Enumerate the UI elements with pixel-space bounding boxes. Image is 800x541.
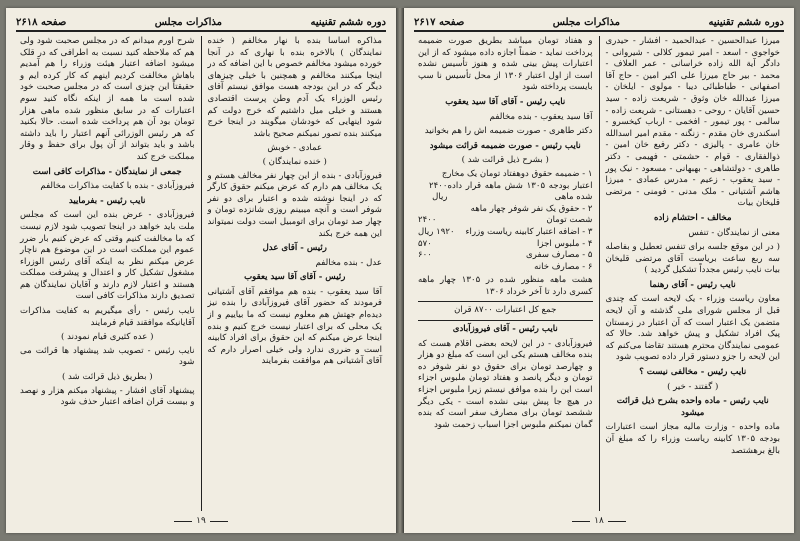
- session-label: دوره ششم تقنینیه: [708, 16, 784, 28]
- paragraph: فیروزآبادی - در این لایحه بعضی اقلام هست که بنده مخالف هستم یکی این است که مبلغ دو هزار و چهارصد تومان برای حقوق دو نفر شوفر ده تومان و دیگر پانصد و هفتاد تومان ملبوس اجزاء است این را بنده موافق نیستم زیرا ملبوس اجزاء در هیچ جا پیش بینی نشده است - یکی دیگر ششصد تومان برای مصارف سفر است که بنده گمان نمیکنم ملبوس اجزا اسباب زحمت شود: [418, 338, 593, 430]
- column-divider: [201, 36, 202, 511]
- speaker-line: رئیس - آقای عدل: [262, 243, 327, 254]
- speaker-line: نایب رئیس - آقای رهنما: [649, 279, 736, 290]
- footer-page-number: ۱۹: [196, 516, 206, 526]
- page-footer: [16, 515, 386, 527]
- page-left: [6, 8, 396, 533]
- budget-list: [418, 169, 593, 273]
- paragraph: پیشنهاد آقای افشار - پیشنهاد میکنم هزار و نهصد و بیست قران اضافه اعتبار حذف شود: [20, 385, 195, 408]
- page-header: [414, 14, 784, 32]
- page-columns: [414, 36, 784, 511]
- paragraph: ( خنده نمایندگان ): [262, 156, 327, 167]
- list-item: اعتبار بودجه ۱۳۰۵ شش ماهه قرار داده شده ماهی ۲۴۰۰ ریال: [429, 180, 593, 203]
- paragraph: معاون ریاست وزراء - یک لایحه است که چندی قبل از مجلس شورای ملی گذشته و آن لایحه متضمن یک اعتبار است که آن اعتبار در زمستان پیک افراد تشکیل و پیش خواهد شد. حالا که عمومی نمایندگان محترم هستند تقاضا می‌کنم که این لایحه را جزو دستور قرار داده تصویب شود: [605, 294, 780, 363]
- speaker-line: نایب رئیس - آقای آقا سید یعقوب: [445, 96, 566, 107]
- page-number-label: صفحه ۲۶۱۸: [16, 16, 67, 28]
- list-item: ۲ - حقوق یک نفر شوفر چهار ماهه: [470, 203, 593, 214]
- paragraph: میرزا عبدالحسین - عبدالحمید - افشار - حیدری خواجوی - اسعد - امیر تیمور کلالی - شیروانی - دادگر آیة الله زاده خراسانی - عمر العلاف - محمد - بیر حاج میرزا علی اکبر امین - حاج آقا اصفهانی - طباطبائی دیبا - مولوی - ایلخان - میرزا عبدالله خان وثوق - شریعت زاده - سید حسین آقایان - روحی - دهستانی - شریعت زاده - سالمی - پور تیمور - افخمی - ارباب کیخسرو - اسکندری خان مقدم - زنگنه - مقدم امیر اسدالله خان عامری - پالیزی - دکتر رفیع خان امین - ذوالفقاری - قوام - حشمتی - فهیمی - دکتر طاهری - دولتشاهی - بهبهانی - مسعود - نیک پور - سید یعقوب - زعیم - مدرس عمادی - میرزا هاشم آشتیانی - ملک مدنی - فومنی - مرتضی قلیخان بیات: [605, 36, 780, 209]
- paragraph: دکتر طاهری - صورت ضمیمه اش را هم بخوانید: [424, 126, 593, 137]
- speaker-line: نایب رئیس - ماده واحده بشرح ذیل قرائت میشود: [616, 396, 769, 418]
- divider: [418, 301, 593, 302]
- speaker-line: نایب رئیس - بفرمایید: [68, 195, 146, 206]
- page-title: مذاکرات مجلس: [552, 16, 621, 28]
- paragraph: فیروزآبادی - بنده با کفایت مذاکرات مخالفم: [40, 181, 195, 192]
- book-gutter: [396, 8, 404, 533]
- page-columns: [16, 36, 386, 511]
- paragraph: ( بشرح ذیل قرائت شد ): [461, 155, 549, 166]
- paragraph: ( عده کثیری قیام نمودند ): [61, 332, 154, 343]
- paragraph: ( بطریق ذیل قرائت شد ): [61, 372, 153, 383]
- paragraph: نایب رئیس - تصویب شد پیشنهاد ها قرائت می شود: [20, 345, 195, 368]
- page-footer: [414, 515, 784, 527]
- speaker-line: نایب رئیس - صورت ضمیمه قرائت میشود: [429, 140, 581, 151]
- paragraph: معنی از نمایندگان - تنفس: [688, 227, 780, 238]
- page-title: مذاکرات مجلس: [154, 16, 223, 28]
- footer-page-number: ۱۸: [594, 516, 604, 526]
- column-left: [16, 36, 199, 511]
- paragraph: ( گفتند - خیر ): [667, 381, 719, 392]
- paragraph: و هفتاد تومان میباشد بطریق صورت ضمیمه پرداخت نماید - ضمناً اجازه داده میشود که از این اعتبارات پیش بینی شده و هنوز تأسیس نشده است از اول اعتبار ۱۳۰۶ از محل تأسیس نا سپ بایست پرداخته شود: [418, 36, 593, 93]
- speaker-line: نایب رئیس - آقای فیروزآبادی: [452, 324, 558, 335]
- paragraph: آقا سید یعقوب - بنده هم موافقم آقای آشتیانی فرمودند که حضور آقای فیروزآبادی را بنده نیز دیده‌ام جهتش هم معلوم نیست که ما بیاییم و از یک محلی که برای اعتبار نیست خرج کنیم و بنده اینجا عرض میکنم که این حقوق برای افراد کابینه است و ضرری ندارد ولی خیلی اصرار دارم که آقای آشتیانی هم موافقت بفرمایند: [207, 286, 382, 367]
- list-item: ۵ - مصارف سفری ۶۰۰: [418, 250, 593, 261]
- total-line: جمع کل اعتبارات ۸۷۰۰ قران: [454, 305, 557, 316]
- speaker-line: جمعی از نمایندگان - مذاکرات کافی است: [32, 166, 182, 177]
- speaker-line: مخالف - احتشام زاده: [653, 212, 732, 223]
- column-left: [414, 36, 597, 511]
- paragraph: عمادی - خوبش: [267, 143, 323, 154]
- column-right: [602, 36, 785, 511]
- list-item: ۱ - ضمیمه حقوق دوهفتاد تومان یک مخارج: [441, 168, 593, 179]
- column-right: [204, 36, 387, 511]
- paragraph: شرح آورم میدانم که در مجلس صحبت شود ولی هم که ملاحظه کنید نسبت به اطرافی که در قلک میشود اضافه اعتبار هیئت وزراء را هم آمدیم باهاش مخالفت کردیم اینهم که کار کرده ایم و حقیقتاً این چیزی است که در مجلس صحبت خود شده است ما همه از اینکه نگاه کنید سوم اعتبارات که در سابق منظور شده ماهی هزار تومان بود آن هم پرداخت شده است. حالا بکنید که هر رئیس الوزرائی آنهم اعتبار را باید داشته باشد و باید بتواند از آن پول برای حفظ و وقار مملکت خرج کند: [20, 36, 195, 162]
- paragraph: ( در این موقع جلسه برای تنفس تعطیل و بفاصله سه ربع ساعت بریاست آقای مرتضی قلیخان بیات نایب رئیس مجدداً تشکیل گردید ): [605, 242, 780, 276]
- paragraph: آقا سید یعقوب - بنده مخالفم: [489, 111, 593, 122]
- footer-rule: [572, 521, 590, 522]
- list-item: شصت تومان ۲۴۰۰: [418, 215, 593, 226]
- paragraph: ماده واحده - وزارت مالیه مجاز است اعتبارات بودجه ۱۳۰۵ کابینه ریاست وزراء را که مبلغ آن بالغ برهشتصد: [605, 422, 780, 456]
- paragraph: نایب رئیس - رأی میگیریم به کفایت مذاکرات آقایانیکه موافقند قیام فرمایند: [20, 306, 195, 328]
- list-item: ۴ - ملبوس اجزا ۵۷۰: [418, 238, 593, 249]
- paragraph: عدل - بنده مخالفم: [315, 257, 382, 268]
- paragraph: فیروزآبادی - بنده از این چهار نفر مخالف هستم و یک مخالف هم دارم که عرض میکنم حقوق کارگر که در اینجا نوشته شده و اعتبار برای دو نفر شوفر است و آنچه میبینم روزی شانزده تومان و چهار صد تومان برای اتومبیل است دولت نمیتواند این همه خرج بکند: [207, 170, 382, 239]
- paragraph: هشت ماهه منظور شده در ۱۳۰۵ چهار ماهه کسری دارد تا آخر خرداد ۱۳۰۶: [418, 275, 593, 297]
- speaker-line: نایب رئیس - مخالفی نیست ؟: [639, 367, 747, 378]
- session-label: دوره ششم تقنینیه: [310, 16, 386, 28]
- paragraph: مذاکره اساساً بنده با نهار مخالفم ( خنده نمایندگان ) بالاخره بنده با نهاری که در آنجا خورده میشود مخالفم خصوص با این اضافه که در اینجا میکنند مخالفم و همچنین با خیلی چیزهای دیگر که در این بودجه هست موافق نیستم آقای رئیس الوزراء یک آدم وطن پرست اقتصادی هستند و خیلی میل داشتیم که خرج دولت کم شود اینهایی که خودشان میگویند در اینجا خرج میکنند بنده تصور نمیکنم صحیح باشد: [207, 36, 382, 139]
- list-item: ۶ - مصارف خانه: [534, 261, 593, 272]
- page-header: [16, 14, 386, 32]
- divider: [418, 320, 593, 321]
- speaker-line: رئیس - آقای آقا سید یعقوب: [244, 272, 346, 283]
- column-divider: [599, 36, 600, 511]
- list-item: ۳ - اضافه اعتبار کابینه ریاست وزراء ۱۹۲۰ ریال: [418, 226, 593, 237]
- paragraph: فیروزآبادی - عرض بنده این است که مجلس ملت باید خواهد در اینجا تصویب شود لازم نیست که ما مخالفت کنیم وقتی که عرض کنیم بار ضرر عموم این مملکت است در این موضوع هم ناچار عرض میکنم نظر به اینکه آقای رئیس الوزراء مشغول تشکیل کار و اعتدال و پیشرفت مملکت هستند و اعتبار لازم دارند و آقایان نمایندگان هم تصدیق دارند مذاکرات کافی است: [20, 210, 195, 302]
- footer-rule: [174, 521, 192, 522]
- page-number-label: صفحه ۲۶۱۷: [414, 16, 465, 28]
- footer-rule: [210, 521, 228, 522]
- footer-rule: [608, 521, 626, 522]
- page-right: [404, 8, 794, 533]
